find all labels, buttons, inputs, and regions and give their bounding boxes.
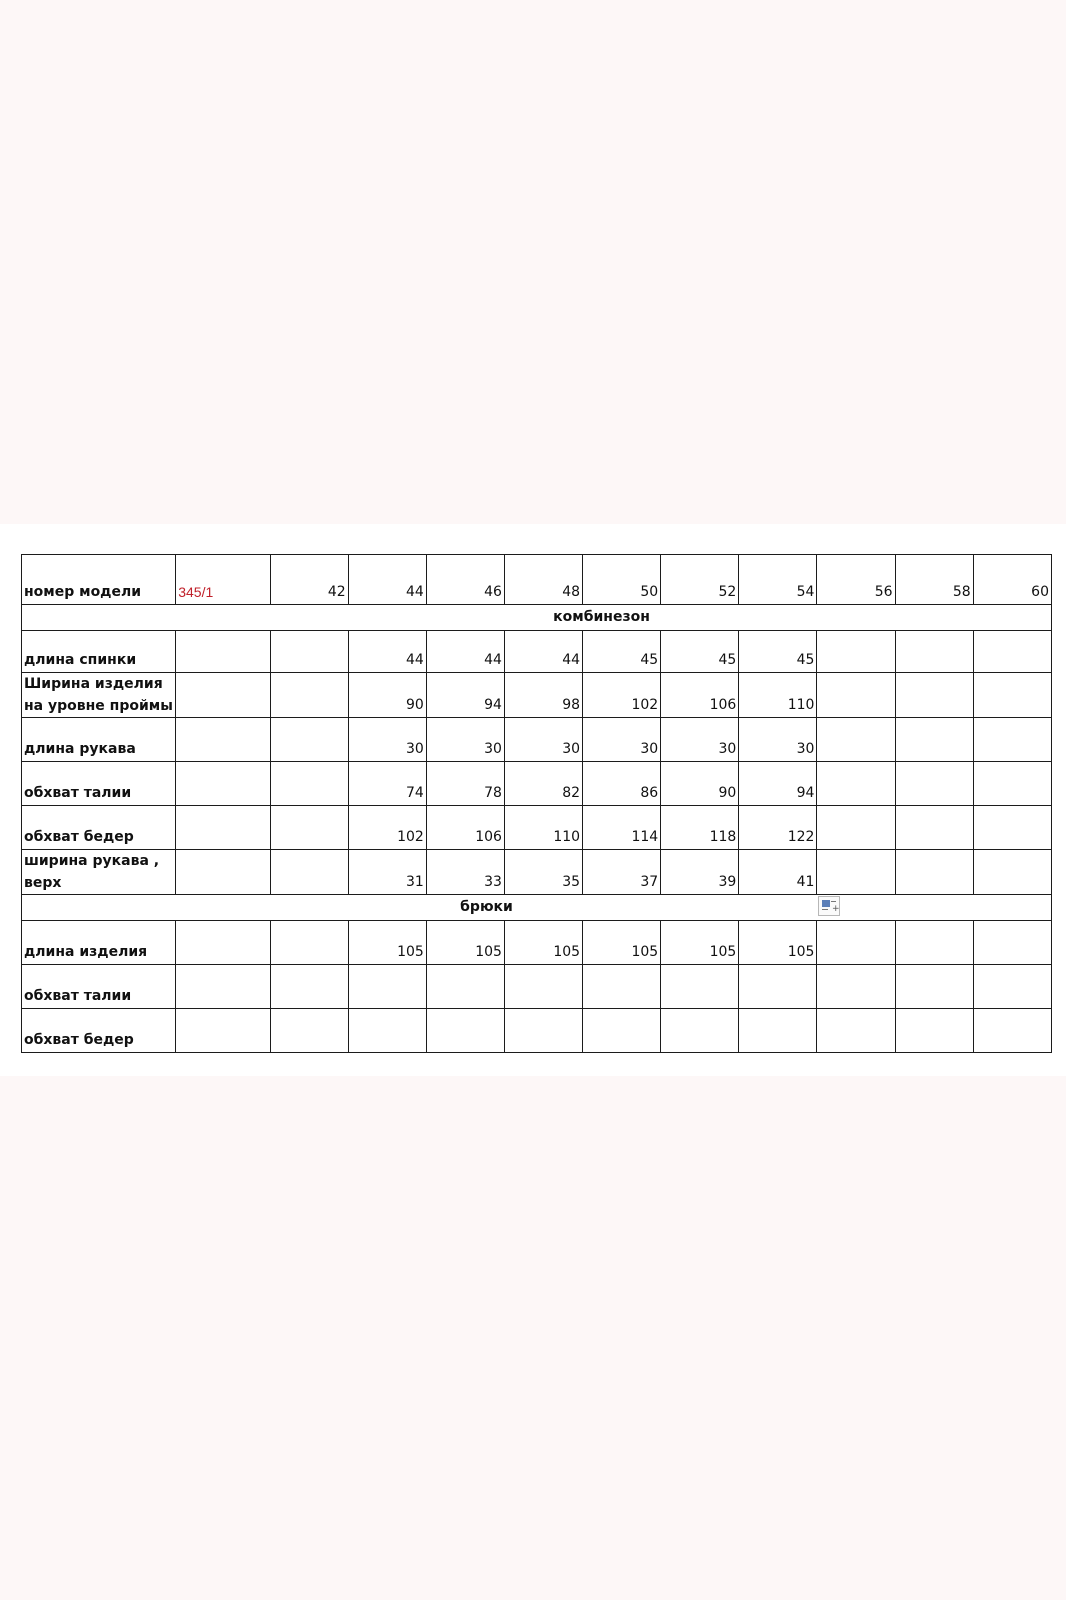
value-cell[interactable] [270, 806, 348, 850]
value-cell[interactable] [973, 965, 1051, 1009]
size-header-cell[interactable]: 50 [583, 555, 661, 605]
value-cell[interactable]: 30 [661, 718, 739, 762]
model-column-cell[interactable] [176, 965, 270, 1009]
value-cell[interactable]: 110 [739, 673, 817, 718]
row-label[interactable]: обхват талии [22, 762, 176, 806]
value-cell[interactable] [895, 631, 973, 673]
size-header-cell[interactable]: 60 [973, 555, 1051, 605]
value-cell[interactable] [739, 1009, 817, 1053]
model-column-cell[interactable] [176, 631, 270, 673]
header-row [22, 555, 1052, 605]
value-cell[interactable]: 90 [661, 762, 739, 806]
table-row [22, 1009, 1052, 1053]
section-title[interactable]: брюки [22, 895, 1052, 921]
value-cell[interactable] [270, 1009, 348, 1053]
value-cell[interactable]: 37 [583, 850, 661, 895]
value-cell[interactable] [348, 1009, 426, 1053]
value-cell[interactable]: 45 [661, 631, 739, 673]
value-cell[interactable]: 94 [426, 673, 504, 718]
value-cell[interactable] [583, 1009, 661, 1053]
value-cell[interactable]: 30 [426, 718, 504, 762]
value-cell[interactable]: 110 [504, 806, 582, 850]
row-label[interactable]: обхват бедер [22, 1009, 176, 1053]
value-cell[interactable] [270, 921, 348, 965]
value-cell[interactable] [504, 965, 582, 1009]
value-cell[interactable] [270, 762, 348, 806]
size-header-cell[interactable]: 48 [504, 555, 582, 605]
value-cell[interactable]: 105 [504, 921, 582, 965]
row-label[interactable] [22, 673, 176, 718]
table-row [22, 673, 1052, 718]
value-cell[interactable]: 35 [504, 850, 582, 895]
row-label[interactable]: длина изделия [22, 921, 176, 965]
value-cell[interactable]: 30 [504, 718, 582, 762]
row-label-line: на уровне проймы [24, 698, 173, 714]
value-cell[interactable] [270, 965, 348, 1009]
value-cell[interactable] [895, 762, 973, 806]
value-cell[interactable]: 105 [348, 921, 426, 965]
value-cell[interactable]: 114 [583, 806, 661, 850]
value-cell[interactable] [504, 1009, 582, 1053]
value-cell[interactable]: 30 [583, 718, 661, 762]
value-cell[interactable] [973, 921, 1051, 965]
value-cell[interactable]: 39 [661, 850, 739, 895]
table-row [22, 921, 1052, 965]
value-cell[interactable]: 106 [426, 806, 504, 850]
value-cell[interactable]: 41 [739, 850, 817, 895]
size-header-cell[interactable]: 46 [426, 555, 504, 605]
model-column-cell[interactable] [176, 806, 270, 850]
model-column-cell[interactable] [176, 673, 270, 718]
table-row [22, 965, 1052, 1009]
value-cell[interactable] [817, 673, 895, 718]
value-cell[interactable]: 105 [583, 921, 661, 965]
value-cell[interactable] [270, 850, 348, 895]
value-cell[interactable]: 102 [348, 806, 426, 850]
value-cell[interactable]: 122 [739, 806, 817, 850]
value-cell[interactable] [973, 631, 1051, 673]
model-column-cell[interactable] [176, 762, 270, 806]
model-column-cell[interactable] [176, 921, 270, 965]
size-header-cell[interactable]: 58 [895, 555, 973, 605]
value-cell[interactable]: 33 [426, 850, 504, 895]
value-cell[interactable] [895, 1009, 973, 1053]
value-cell[interactable]: 44 [504, 631, 582, 673]
value-cell[interactable]: 45 [583, 631, 661, 673]
table-row [22, 718, 1052, 762]
table-row [22, 631, 1052, 673]
size-chart-table [21, 554, 1052, 1053]
value-cell[interactable]: 94 [739, 762, 817, 806]
value-cell[interactable] [817, 965, 895, 1009]
value-cell[interactable] [895, 850, 973, 895]
row-label[interactable]: обхват бедер [22, 806, 176, 850]
row-label-line: ширина рукава , [24, 853, 160, 869]
value-cell[interactable]: 31 [348, 850, 426, 895]
table-row [22, 850, 1052, 895]
value-cell[interactable] [817, 921, 895, 965]
value-cell[interactable] [426, 1009, 504, 1053]
value-cell[interactable] [348, 965, 426, 1009]
table-row [22, 762, 1052, 806]
value-cell[interactable] [895, 965, 973, 1009]
value-cell[interactable] [817, 631, 895, 673]
value-cell[interactable] [973, 762, 1051, 806]
value-cell[interactable] [270, 631, 348, 673]
table-row [22, 806, 1052, 850]
row-label-line: Ширина изделия [24, 676, 163, 692]
model-column-cell[interactable] [176, 1009, 270, 1053]
value-cell[interactable] [817, 850, 895, 895]
row-label[interactable]: длина рукава [22, 718, 176, 762]
value-cell[interactable]: 30 [348, 718, 426, 762]
value-cell[interactable]: 102 [583, 673, 661, 718]
section-header-row [22, 895, 1052, 921]
value-cell[interactable]: 118 [661, 806, 739, 850]
value-cell[interactable] [973, 673, 1051, 718]
value-cell[interactable] [661, 1009, 739, 1053]
size-header-cell[interactable]: 42 [270, 555, 348, 605]
value-cell[interactable] [661, 965, 739, 1009]
value-cell[interactable] [426, 965, 504, 1009]
row-label[interactable]: длина спинки [22, 631, 176, 673]
value-cell[interactable]: 44 [426, 631, 504, 673]
size-header-cell[interactable]: 56 [817, 555, 895, 605]
value-cell[interactable] [895, 673, 973, 718]
value-cell[interactable] [817, 718, 895, 762]
value-cell[interactable] [895, 718, 973, 762]
value-cell[interactable] [583, 965, 661, 1009]
value-cell[interactable] [817, 806, 895, 850]
value-cell[interactable]: 86 [583, 762, 661, 806]
value-cell[interactable] [817, 1009, 895, 1053]
value-cell[interactable] [973, 806, 1051, 850]
value-cell[interactable]: 105 [426, 921, 504, 965]
spreadsheet-area [0, 524, 1066, 1076]
value-cell[interactable]: 44 [348, 631, 426, 673]
value-cell[interactable]: 105 [661, 921, 739, 965]
value-cell[interactable]: 98 [504, 673, 582, 718]
size-header-cell[interactable]: 52 [661, 555, 739, 605]
section-title[interactable]: комбинезон [22, 605, 1052, 631]
value-cell[interactable] [270, 673, 348, 718]
model-column-cell[interactable] [176, 850, 270, 895]
value-cell[interactable]: 78 [426, 762, 504, 806]
value-cell[interactable]: 90 [348, 673, 426, 718]
section-header-row [22, 605, 1052, 631]
value-cell[interactable]: 106 [661, 673, 739, 718]
paste-options-icon[interactable]: + [818, 896, 840, 916]
size-header-cell[interactable]: 54 [739, 555, 817, 605]
value-cell[interactable] [895, 806, 973, 850]
value-cell[interactable] [973, 1009, 1051, 1053]
value-cell[interactable] [739, 965, 817, 1009]
value-cell[interactable]: 45 [739, 631, 817, 673]
value-cell[interactable] [973, 850, 1051, 895]
model-number-value[interactable]: 345/1 [176, 555, 270, 605]
value-cell[interactable]: 105 [739, 921, 817, 965]
row-label[interactable]: обхват талии [22, 965, 176, 1009]
model-column-cell[interactable] [176, 718, 270, 762]
model-number-label[interactable]: номер модели [22, 555, 176, 605]
value-cell[interactable] [817, 762, 895, 806]
value-cell[interactable]: 30 [739, 718, 817, 762]
size-header-cell[interactable]: 44 [348, 555, 426, 605]
row-label[interactable] [22, 850, 176, 895]
value-cell[interactable]: 74 [348, 762, 426, 806]
row-label-line: верх [24, 875, 62, 891]
value-cell[interactable]: 82 [504, 762, 582, 806]
value-cell[interactable] [895, 921, 973, 965]
value-cell[interactable] [270, 718, 348, 762]
value-cell[interactable] [973, 718, 1051, 762]
